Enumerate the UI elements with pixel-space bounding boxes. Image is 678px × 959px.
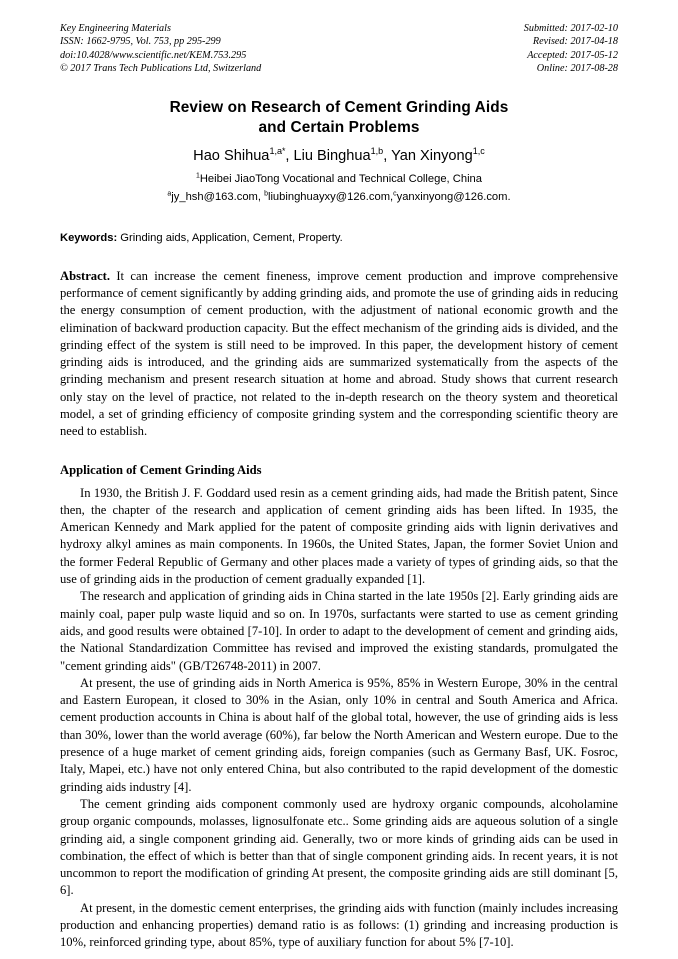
author-separator-1: , [285, 147, 294, 164]
abstract-text: It can increase the cement fineness, improve cement production and improve comprehensive performance of cement significantly by adding grinding aids, and promote the use of grinding aids in reducing the energy consumption of cement production, with the adjustment of national economic growth and the elimination of backward production capacity. But the effect mechanism of the grinding aids is divided, and the grinding effect of the system is still need to be improved. In this paper, the development history of cement grinding aids is introduced, and the grinding aids are summarized systematically from the aspects of the grinding mechanism and present research situation at home and abroad. Study shows that current research only stay on the level of practice, not related to the in-depth research on the theory system and theoretical model, a set of grinding efficiency of composite grinding system and the corresponding scientific theory are need to establish. [60, 268, 618, 439]
author-1-superscript: 1,a [269, 145, 283, 156]
body-paragraph: The cement grinding aids component commonly used are hydroxy organic compounds, alcoholamine group organic compounds, molasses, lignosulfonate etc.. Some grinding aids are aqueous solution of a single grinding aid, a single component grinding aid. Generally, two or more kinds of grinding aids can be used in combination, the effect of which is better than that of single component grinding aids. In recent years, it is not uncommon to report the modification of grinding At present, the composite grinding aids are still dominant [5, 6]. [60, 796, 618, 898]
page-title [60, 98, 618, 138]
keywords-line [60, 231, 618, 246]
author-3-superscript: 1,c [472, 145, 485, 156]
keywords-value: Grinding aids, Application, Cement, Property. [117, 231, 343, 244]
paper-title-line2: and Certain Problems [258, 118, 420, 136]
author-3-name: Yan Xinyong [391, 147, 473, 164]
keywords-label: Keywords: [60, 231, 118, 244]
author-separator-2: , [383, 147, 392, 164]
email-a: jy_hsh@163.com, [171, 190, 265, 203]
journal-name: Key Engineering Materials [60, 23, 171, 34]
email-c: yanxinyong@126.com. [396, 190, 511, 203]
affiliation-text: Heibei JiaoTong Vocational and Technical College, China [199, 172, 482, 185]
journal-header-right [524, 22, 618, 76]
abstract-paragraph [60, 268, 618, 441]
email-b-superscript: b [264, 189, 268, 197]
date-online: Online: 2017-08-28 [536, 63, 618, 75]
section-heading-application: Application of Cement Grinding Aids [60, 462, 262, 477]
author-1-name: Hao Shihua [193, 147, 270, 164]
author-emails [60, 190, 618, 205]
paper-title-line1: Review on Research of Cement Grinding Aids [169, 98, 509, 116]
body-paragraph: The research and application of grinding aids in China started in the late 1950s [2]. Early grinding aids are mainly coal, paper pulp waste liquid and so on. In 1970s, surfactants were started to use as cement grinding aids, and good results were obtained [7-10]. In order to adapt to the development of cement and grinding aids, the National Standardization Committee has revised and improved the existing standards, promulgated the "cement grinding aids" (GB/T26748-2011) in 2007. [60, 589, 618, 673]
affiliation-superscript: 1 [195, 171, 200, 179]
email-a-superscript: a [167, 189, 172, 197]
journal-copyright: © 2017 Trans Tech Publications Ltd, Switzerland [60, 63, 262, 75]
body-paragraph: At present, the use of grinding aids in North America is 95%, 85% in Western Europe, 30% in the central and Eastern European, it closed to 30% in the Asian, only 10% in central and South America and Africa. cement production accounts in China is about half of the global total, however, the use of grinding aids is less than 30%, lower than the world average (60%), far below the North American and Western europe. Due to the presence of a huge market of cement grinding aids, foreign companies (such as Germany Basf, UK. Fosroc, Italy, Mapei, etc.) have not only entered China, but also contributed to the rapid development of the domestic grinding aids industry [4]. [60, 675, 618, 794]
email-b: liubinghuayxy@126.com, [267, 190, 394, 203]
author-list [60, 147, 618, 166]
date-accepted: Accepted: 2017-05-12 [527, 49, 618, 61]
body-paragraph: At present, in the domestic cement enterprises, the grinding aids with function (mainly includes increasing production and enhancing properties) demand ratio is as follows: (1) grinding and increasing production is 10%, reinforced grinding type, about 85%, type of auxiliary function for about 5% [7-10]. [60, 900, 618, 950]
corresponding-author-marker: * [282, 145, 286, 156]
author-2-superscript: 1,b [370, 145, 384, 156]
affiliation [60, 172, 618, 187]
body-paragraph: In 1930, the British J. F. Goddard used resin as a cement grinding aids, had made the British patent, Since then, the chapter of the research and application of cement grinding aids has been lifted. In 1935, the American Kennedy and Mark applied for the patent of composite grinding aids with lignin derivatives and hydroxy alkyl amines as main components. In 1960s, the United States, Japan, the former Soviet Union and the former Federal Republic of Germany and other places made a variety of types of grinding aids, so that the use of grinding aids in the production of cement gradually expanded [1]. [60, 485, 618, 587]
journal-header [60, 22, 618, 76]
author-2-name: Liu Binghua [293, 147, 371, 164]
section-body [60, 485, 618, 952]
journal-header-left [60, 22, 261, 76]
abstract-label: Abstract. [60, 268, 111, 283]
email-c-superscript: c [393, 189, 397, 197]
page-content [60, 22, 618, 952]
date-submitted: Submitted: 2017-02-10 [523, 23, 618, 34]
journal-issn-volume: ISSN: 1662-9795, Vol. 753, pp 295-299 [60, 36, 221, 48]
title-block [60, 98, 618, 205]
journal-doi: doi:10.4028/www.scientific.net/KEM.753.295 [60, 49, 247, 61]
date-revised: Revised: 2017-04-18 [532, 36, 618, 48]
